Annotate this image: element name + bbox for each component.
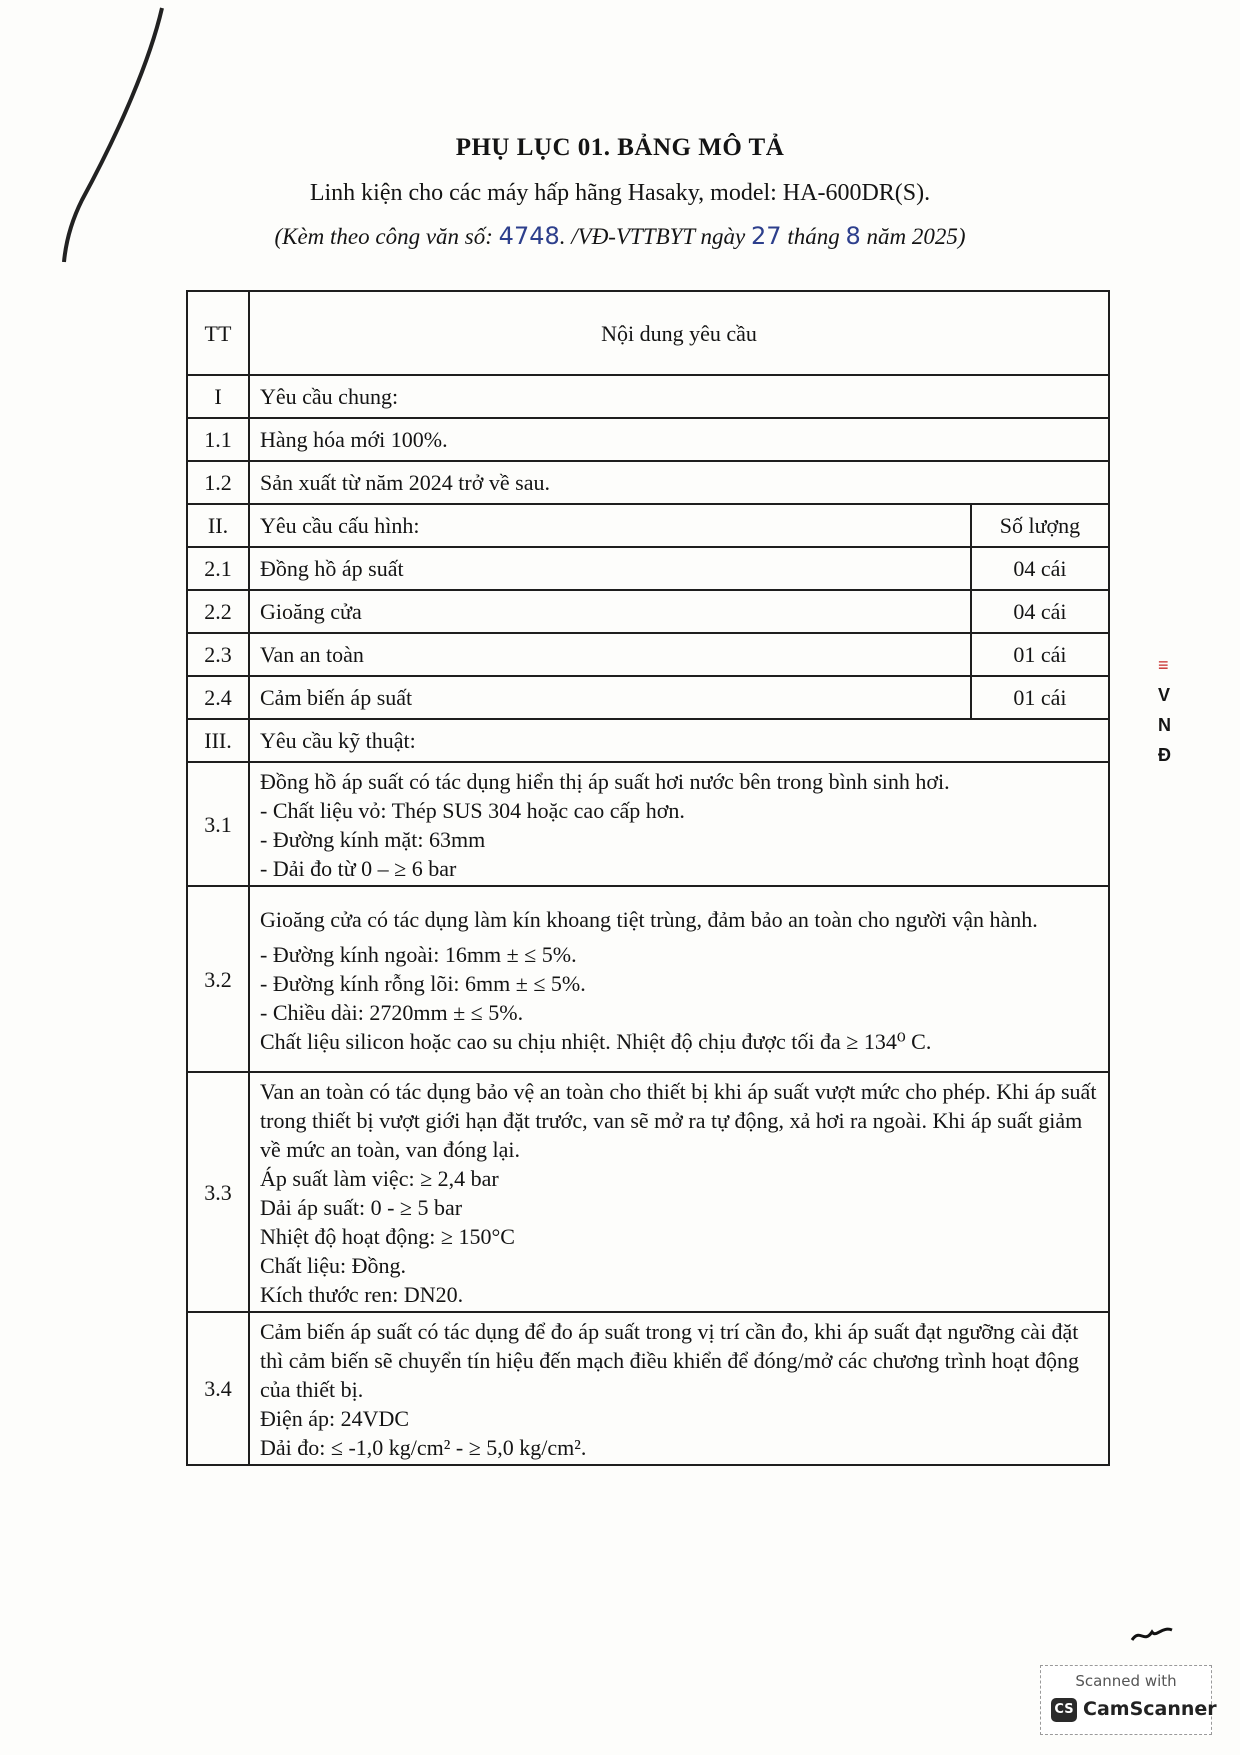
row-number: 2.2 [187, 590, 249, 633]
desc-line: Van an toàn có tác dụng bảo vệ an toàn cho thiết bị khi áp suất vượt mức cho phép. Khi áp suất trong thiết bị vượt giới hạn đặt trước, van sẽ mở ra tự động, xả hơi ra ngoài. Khi áp suất giảm về mức an toàn, van đóng lại. [260, 1079, 1097, 1162]
table-row [187, 1312, 1109, 1465]
margin-stamp-fragment [1158, 655, 1188, 775]
margin-letter: N [1158, 715, 1171, 735]
row-text: Đồng hồ áp suất [249, 547, 971, 590]
quantity-header: Số lượng [971, 504, 1109, 547]
table-row [187, 461, 1109, 504]
row-text: Van an toàn [249, 633, 971, 676]
section-row [187, 504, 1109, 547]
desc-line: - Dải đo từ 0 – ≥ 6 bar [260, 856, 457, 881]
handwritten-day: 27 [751, 222, 782, 250]
desc-line: Gioăng cửa có tác dụng làm kín khoang tiệt trùng, đảm bảo an toàn cho người vận hành. [260, 906, 1038, 932]
row-quantity: 04 cái [971, 590, 1109, 633]
section-title: Yêu cầu cấu hình: [249, 504, 971, 547]
row-number: 1.2 [187, 461, 249, 504]
table-row [187, 1072, 1109, 1312]
desc-line: Chất liệu silicon hoặc cao su chịu nhiệt. Nhiệt độ chịu được tối đa ≥ 134⁰ C. [260, 1028, 932, 1054]
desc-line: Điện áp: 24VDC [260, 1406, 410, 1431]
row-description [249, 762, 1109, 886]
row-number: 1.1 [187, 418, 249, 461]
table-row [187, 590, 1109, 633]
section-number: II. [187, 504, 249, 547]
row-number: 3.4 [187, 1312, 249, 1465]
desc-line: Dải áp suất: 0 - ≥ 5 bar [260, 1195, 463, 1220]
row-number: 3.2 [187, 886, 249, 1072]
header-tt: TT [187, 291, 249, 375]
table-row [187, 762, 1109, 886]
camscanner-badge [1040, 1665, 1217, 1735]
table-header-row [187, 291, 1109, 375]
desc-line: Chất liệu: Đồng. [260, 1253, 407, 1278]
row-quantity: 01 cái [971, 676, 1109, 719]
stamp-red-mark: ≡ [1158, 655, 1169, 675]
desc-line: - Đường kính ngoài: 16mm ± ≤ 5%. [260, 941, 577, 967]
document-reference: (Kèm theo công văn số: 4748. /VĐ-VTTBYT ngày 27 tháng 8 năm 2025) [274, 222, 966, 250]
header-content: Nội dung yêu cầu [249, 291, 1109, 375]
row-number: 3.1 [187, 762, 249, 886]
desc-line: Áp suất làm việc: ≥ 2,4 bar [260, 1166, 499, 1191]
row-quantity: 04 cái [971, 547, 1109, 590]
desc-line: Dải đo: ≤ -1,0 kg/cm² - ≥ 5,0 kg/cm². [260, 1435, 587, 1460]
badge-caption: Scanned with [1075, 1672, 1177, 1690]
page-title: PHỤ LỤC 01. BẢNG MÔ TẢ [455, 134, 785, 161]
row-description [249, 1312, 1109, 1465]
desc-line: - Đường kính mặt: 63mm [260, 827, 486, 852]
row-quantity: 01 cái [971, 633, 1109, 676]
row-text: Sản xuất từ năm 2024 trở về sau. [249, 461, 1109, 504]
row-text: Gioăng cửa [249, 590, 971, 633]
desc-line: Đồng hồ áp suất có tác dụng hiển thị áp suất hơi nước bên trong bình sinh hơi. [260, 769, 950, 794]
table-row [187, 886, 1109, 1072]
row-text: Cảm biến áp suất [249, 676, 971, 719]
table-row [187, 418, 1109, 461]
handwritten-document-number: 4748 [498, 222, 560, 250]
section-number: I [187, 375, 249, 418]
desc-line: Cảm biến áp suất có tác dụng để đo áp suất trong vị trí cần đo, khi áp suất đạt ngưỡng cài đặt thì cảm biến sẽ chuyển tín hiệu đến mạch điều khiển để đóng/mở các chương trình hoạt động của thiết bị. [260, 1319, 1080, 1402]
requirements-table [186, 290, 1110, 1466]
page-subtitle: Linh kiện cho các máy hấp hãng Hasaky, model: HA-600DR(S). [309, 180, 931, 206]
section-row [187, 375, 1109, 418]
margin-letter: V [1158, 685, 1171, 705]
row-text: Hàng hóa mới 100%. [249, 418, 1109, 461]
section-title: Yêu cầu kỹ thuật: [249, 719, 1109, 762]
row-description [249, 886, 1109, 1072]
handwritten-initials [1128, 1618, 1178, 1648]
row-number: 3.3 [187, 1072, 249, 1312]
table-row [187, 633, 1109, 676]
desc-line: - Chiều dài: 2720mm ± ≤ 5%. [260, 999, 524, 1025]
section-title: Yêu cầu chung: [249, 375, 1109, 418]
desc-line: Kích thước ren: DN20. [260, 1282, 464, 1307]
margin-letter: Đ [1158, 745, 1171, 765]
row-number: 2.3 [187, 633, 249, 676]
camscanner-logo-icon: CS [1051, 1698, 1077, 1722]
badge-brand: CamScanner [1083, 1698, 1217, 1720]
desc-line: Nhiệt độ hoạt động: ≥ 150°C [260, 1224, 515, 1249]
table-row [187, 676, 1109, 719]
table-row [187, 547, 1109, 590]
desc-line: - Chất liệu vỏ: Thép SUS 304 hoặc cao cấp hơn. [260, 798, 685, 823]
desc-line: - Đường kính rỗng lõi: 6mm ± ≤ 5%. [260, 970, 586, 996]
row-number: 2.1 [187, 547, 249, 590]
row-number: 2.4 [187, 676, 249, 719]
section-number: III. [187, 719, 249, 762]
row-description [249, 1072, 1109, 1312]
handwritten-month: 8 [845, 222, 861, 250]
section-row [187, 719, 1109, 762]
